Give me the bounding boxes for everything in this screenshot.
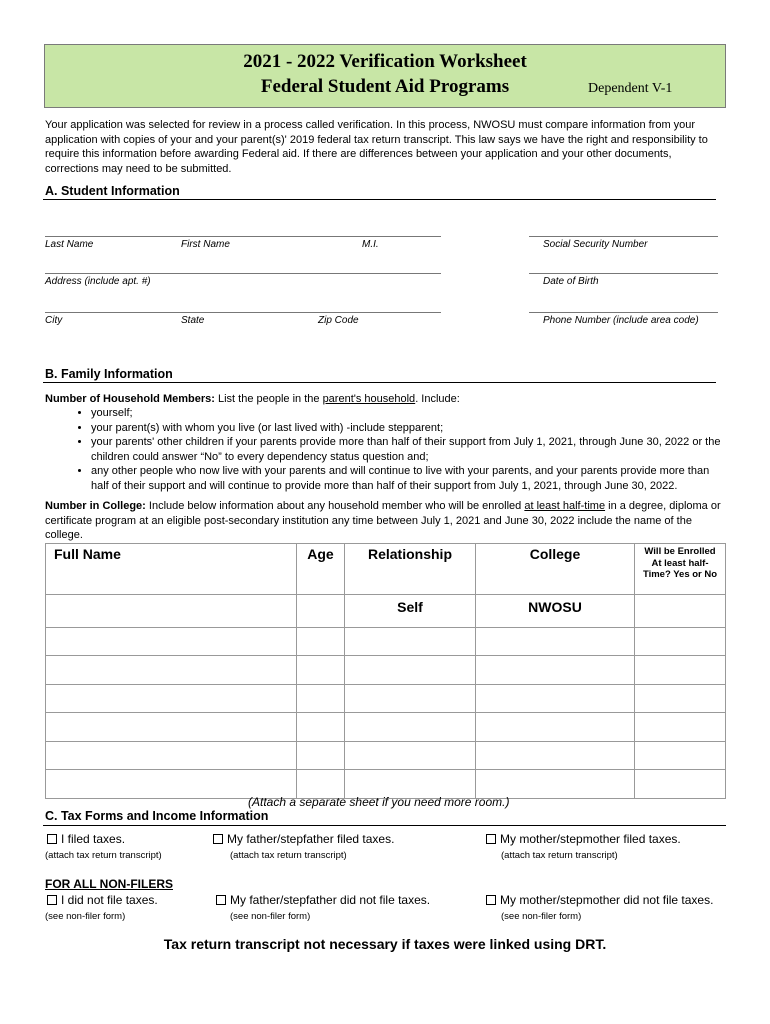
checkbox-icon[interactable]: [216, 895, 226, 905]
section-c-rule: [43, 825, 726, 826]
table-row: [46, 595, 726, 628]
not-filed-self-label: I did not file taxes.: [61, 893, 158, 907]
not-filed-mother-label: My mother/stepmother did not file taxes.: [500, 893, 714, 907]
college-underline: at least half-time: [524, 500, 606, 512]
cell[interactable]: [476, 713, 635, 742]
not-filed-self-note: (see non-filer form): [45, 911, 126, 922]
section-c-title: C. Tax Forms and Income Information: [45, 809, 269, 823]
cell[interactable]: [635, 770, 726, 799]
cell[interactable]: [345, 713, 476, 742]
drt-footer-note: Tax return transcript not necessary if taxes were linked using DRT.: [163, 936, 607, 952]
cell[interactable]: [46, 684, 297, 713]
list-item: • your parent(s) with whom you live (or last lived with) -include stepparent;: [91, 421, 725, 436]
col-age: Age: [297, 544, 345, 595]
checkbox-icon[interactable]: [47, 834, 57, 844]
filed-mother-label: My mother/stepmother filed taxes.: [500, 832, 681, 846]
dob-label: Date of Birth: [543, 276, 599, 287]
checkbox-icon[interactable]: [486, 834, 496, 844]
household-table: [45, 543, 726, 799]
zip-label: Zip Code: [318, 315, 359, 326]
cell[interactable]: [297, 713, 345, 742]
section-a-rule: [43, 199, 716, 200]
not-filed-father-label: My father/stepfather did not file taxes.: [230, 893, 431, 907]
cell[interactable]: [46, 627, 297, 656]
section-b-rule: [43, 382, 716, 383]
cell-age[interactable]: [297, 595, 345, 628]
ssn-label: Social Security Number: [543, 239, 648, 250]
cell[interactable]: [345, 770, 476, 799]
cell[interactable]: [345, 741, 476, 770]
cell[interactable]: [635, 627, 726, 656]
title-banner: [44, 44, 726, 108]
household-tail: . Include:: [415, 393, 460, 405]
mi-label: M.I.: [362, 239, 379, 250]
cell[interactable]: [297, 741, 345, 770]
worksheet-title: 2021 - 2022 Verification Worksheet: [243, 51, 527, 72]
household-heading: [45, 392, 725, 407]
filed-self[interactable]: [47, 832, 125, 846]
first-name-label: First Name: [181, 239, 230, 250]
cell[interactable]: [46, 741, 297, 770]
not-filed-father[interactable]: [216, 893, 430, 907]
checkbox-icon[interactable]: [47, 895, 57, 905]
non-filers-heading: FOR ALL NON-FILERS: [45, 877, 173, 891]
cell[interactable]: [476, 741, 635, 770]
filed-father-label: My father/stepfather filed taxes.: [227, 832, 395, 846]
col-enrolled: Will be Enrolled At least half-Time? Yes or No: [635, 544, 726, 595]
program-title: Federal Student Aid Programs: [260, 76, 510, 97]
cell-college-nwosu: NWOSU: [476, 595, 635, 628]
cell[interactable]: [297, 656, 345, 685]
last-name-label: Last Name: [45, 239, 94, 250]
city-label: City: [45, 315, 63, 326]
not-filed-mother[interactable]: [486, 893, 713, 907]
cell[interactable]: [635, 656, 726, 685]
cell[interactable]: [345, 627, 476, 656]
list-item: • any other people who now live with your parents and will continue to live with your parents, and your parents provide more than half of their support and will continue to provide more than half of their support from July 1, 2021, through June 30, 2022.: [91, 464, 725, 493]
checkbox-icon[interactable]: [213, 834, 223, 844]
col-full-name: Full Name: [46, 544, 297, 595]
cell[interactable]: [297, 770, 345, 799]
phone-label: Phone Number (include area code): [543, 315, 699, 326]
table-row: [46, 713, 726, 742]
filed-father-note: (attach tax return transcript): [230, 850, 347, 861]
cell[interactable]: [46, 770, 297, 799]
cell[interactable]: [476, 627, 635, 656]
cell[interactable]: [476, 656, 635, 685]
not-filed-mother-note: (see non-filer form): [501, 911, 582, 922]
filed-self-label: I filed taxes.: [61, 832, 126, 846]
table-header-row: [46, 544, 726, 595]
household-bullets: [45, 406, 725, 493]
phone-line[interactable]: [529, 312, 718, 313]
cell-enrolled[interactable]: [635, 595, 726, 628]
cell[interactable]: [635, 684, 726, 713]
cell[interactable]: [345, 656, 476, 685]
not-filed-self[interactable]: [47, 893, 158, 907]
table-row: [46, 741, 726, 770]
table-row: [46, 770, 726, 799]
ssn-line[interactable]: [529, 236, 718, 237]
col-college: College: [476, 544, 635, 595]
household-link: parent's household: [322, 393, 416, 405]
checkbox-icon[interactable]: [486, 895, 496, 905]
col-relationship: Relationship: [345, 544, 476, 595]
dob-line[interactable]: [529, 273, 718, 274]
cell-relationship-self: Self: [345, 595, 476, 628]
cell[interactable]: [345, 684, 476, 713]
list-item: • yourself;: [91, 406, 725, 421]
table-row: [46, 656, 726, 685]
intro-paragraph: Your application was selected for review in a process called verification. In this process, NWOSU must compare information from your application with copies of your and your parent(s)' 2019 federal tax return transcript. This law says we have the right and responsibility to require this information before awarding Federal aid. If there are differences between your application and your other documents, corrections may need to be submitted.: [45, 119, 708, 175]
filed-mother[interactable]: [486, 832, 681, 846]
section-b-title: B. Family Information: [45, 367, 173, 381]
cell[interactable]: [476, 770, 635, 799]
state-label: State: [181, 315, 205, 326]
section-a-title: A. Student Information: [45, 184, 180, 198]
cell[interactable]: [476, 684, 635, 713]
filed-self-note: (attach tax return transcript): [45, 850, 162, 861]
table-row: [46, 627, 726, 656]
filed-mother-note: (attach tax return transcript): [501, 850, 618, 861]
cell[interactable]: [46, 713, 297, 742]
address-line[interactable]: [45, 273, 441, 274]
cell[interactable]: [297, 627, 345, 656]
address-label: Address (include apt. #): [45, 276, 151, 287]
not-filed-father-note: (see non-filer form): [230, 911, 311, 922]
filed-father[interactable]: [213, 832, 394, 846]
cell[interactable]: [46, 656, 297, 685]
cell[interactable]: [635, 741, 726, 770]
college-text-1: Include below information about any household member who will be enrolled: [148, 500, 522, 512]
cell[interactable]: [635, 713, 726, 742]
college-text-2: in a degree, diploma or certificate program at an eligible post-secondary institution any time between July 1, 2021 and June 30, 2022 include the name of the college.: [45, 500, 721, 541]
cell[interactable]: [297, 684, 345, 713]
city-line[interactable]: [45, 312, 441, 313]
college-bold: Number in College:: [45, 500, 146, 512]
list-item: • your parents' other children if your parents provide more than half of their support from July 1, 2021, through June 30, 2022 or the children could answer “No” to every dependency status question and;: [91, 435, 725, 464]
form-code: Dependent V-1: [588, 81, 673, 96]
name-line[interactable]: [45, 236, 441, 237]
cell-name[interactable]: [46, 595, 297, 628]
household-bold: Number of Household Members:: [45, 393, 215, 405]
attach-note: (Attach a separate sheet if you need more room.): [248, 795, 510, 809]
table-row: [46, 684, 726, 713]
college-paragraph: [45, 499, 725, 543]
household-text: List the people in the: [217, 393, 320, 405]
